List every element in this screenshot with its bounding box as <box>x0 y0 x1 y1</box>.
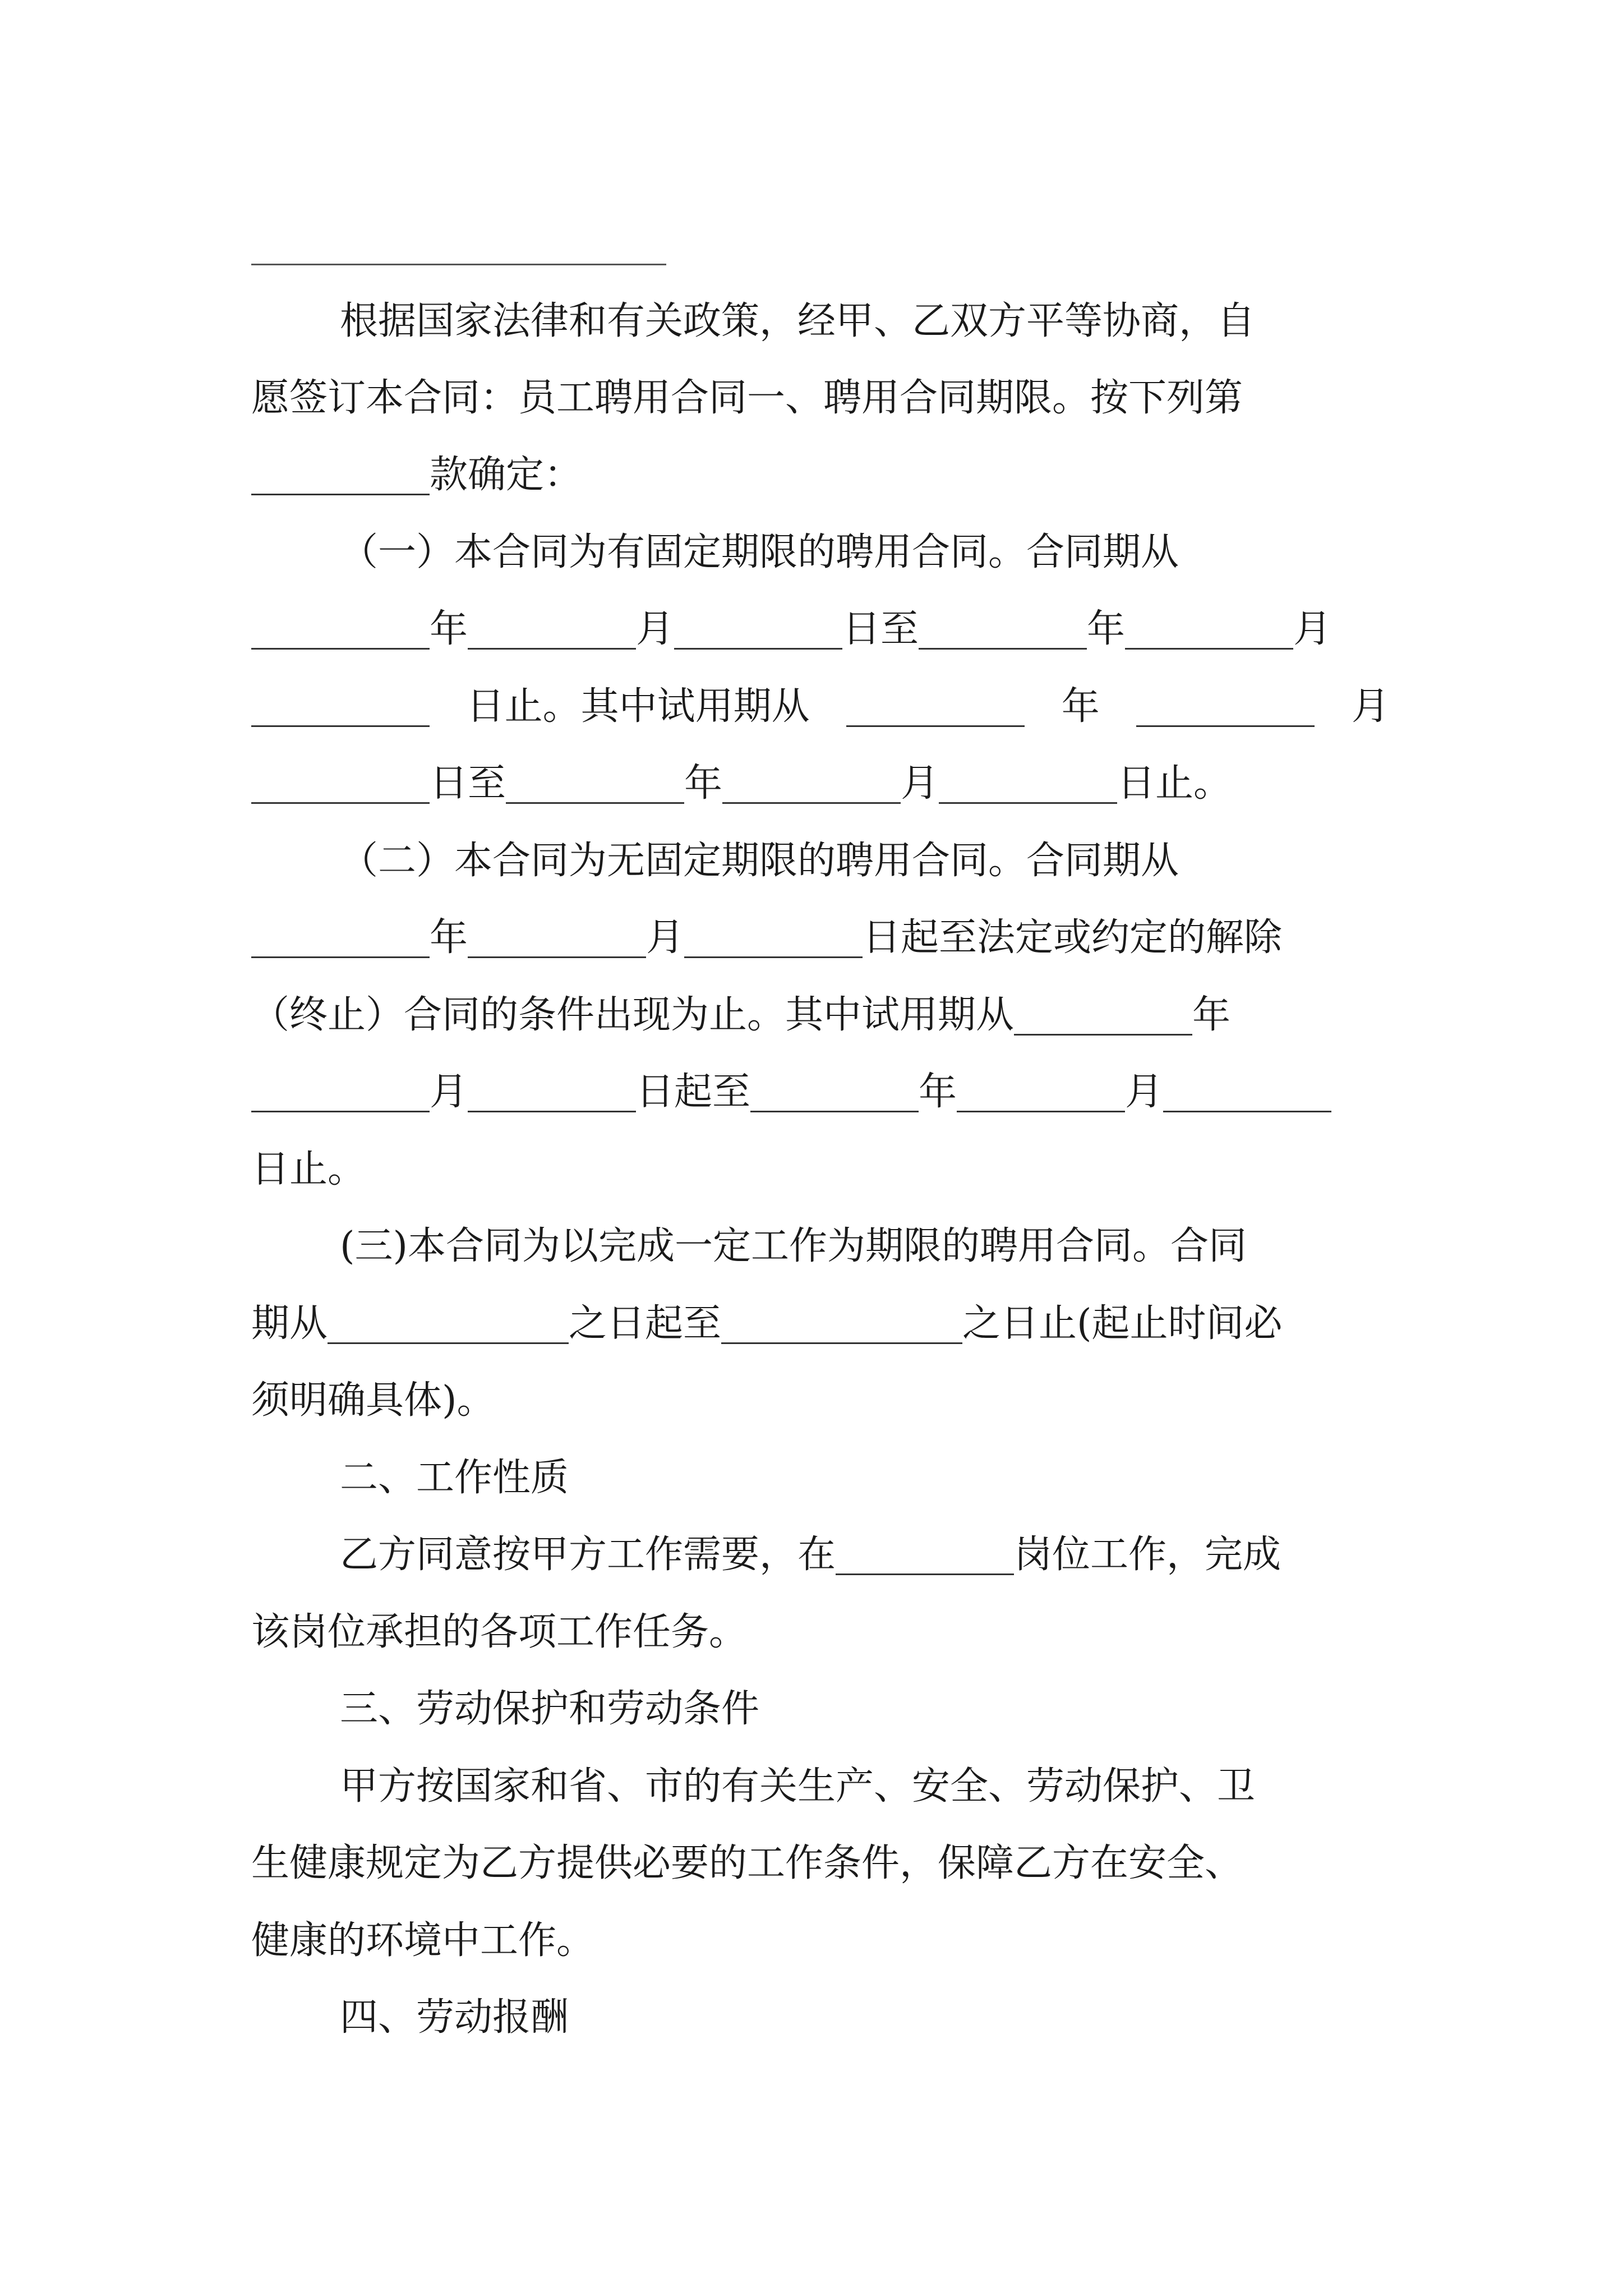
text-segment: 月 <box>636 607 675 651</box>
blank-field <box>722 767 901 804</box>
blank-field <box>468 922 646 958</box>
blank-field <box>251 767 430 804</box>
blank-field <box>957 1076 1125 1112</box>
paragraph-line <box>251 291 1478 352</box>
date-fill-line <box>251 907 1390 969</box>
text-segment: 日止。其中试用期从 <box>466 684 810 729</box>
text-segment: 日起至法定或约定的解除 <box>863 915 1283 960</box>
text-segment: 年 <box>430 607 468 651</box>
date-fill-line <box>251 599 1390 660</box>
text-segment: 日至 <box>430 761 506 806</box>
blank-field <box>328 1308 569 1344</box>
blank-field <box>468 1076 636 1112</box>
text-segment: 日止。 <box>1117 761 1232 806</box>
paragraph-line <box>251 444 1390 506</box>
date-fill-line <box>251 676 1390 738</box>
blank-field <box>1136 691 1315 727</box>
text-segment: 岗位工作，完成 <box>1014 1533 1281 1577</box>
text-segment: 四、劳动报酬 <box>340 1995 569 2040</box>
blank-field <box>251 1076 430 1112</box>
section-heading-line <box>251 1216 1478 1277</box>
text-segment: 月 <box>646 915 685 960</box>
blank-field <box>1125 613 1293 650</box>
text-segment: 日止。 <box>251 1147 366 1191</box>
date-fill-line <box>251 753 1390 815</box>
paragraph-line <box>251 367 1390 429</box>
blank-field <box>674 613 842 650</box>
section-heading <box>251 1987 1478 2049</box>
blank-field <box>251 691 430 727</box>
paragraph-line <box>251 1756 1478 1818</box>
text-segment: 月 <box>1351 684 1390 729</box>
section-heading <box>251 1678 1478 1740</box>
blank-field <box>1163 1076 1331 1112</box>
blank-field <box>251 613 430 650</box>
text-segment: （二）本合同为无固定期限的聘用合同。合同期从 <box>340 839 1179 883</box>
blank-field <box>251 922 430 958</box>
paragraph-line <box>251 1910 1390 1972</box>
blank-field <box>468 613 636 650</box>
blank-field <box>1014 999 1192 1036</box>
text-segment: 二、工作性质 <box>340 1456 569 1500</box>
text-segment: (三)本合同为以完成一定工作为期限的聘用合同。合同 <box>340 1224 1247 1268</box>
blank-field <box>251 459 430 495</box>
text-segment: 年 <box>919 1070 957 1114</box>
text-segment: 月 <box>1293 607 1332 651</box>
text-segment: （终止）合同的条件出现为止。其中试用期从 <box>251 993 1015 1037</box>
section-heading-line <box>251 522 1478 583</box>
text-segment: 年 <box>430 915 468 960</box>
text-segment: 月 <box>430 1070 468 1114</box>
text-segment: 该岗位承担的各项工作任务。 <box>251 1610 748 1654</box>
date-fill-line <box>251 984 1390 1046</box>
text-segment: 日起至 <box>636 1070 751 1114</box>
text-segment: 愿签订本合同：员工聘用合同一、聘用合同期限。按下列第 <box>251 376 1243 420</box>
text-segment: 月 <box>901 761 939 806</box>
blank-field <box>684 922 863 958</box>
header-rule <box>251 264 666 265</box>
text-segment: 乙方同意按甲方工作需要，在 <box>340 1533 836 1577</box>
section-heading <box>251 1447 1478 1509</box>
blank-field <box>506 767 684 804</box>
text-segment: 日至 <box>842 607 919 651</box>
text-segment: 年 <box>684 761 723 806</box>
text-segment: 之日起至 <box>569 1301 722 1346</box>
paragraph-line <box>251 1833 1390 1894</box>
blank-field <box>919 613 1087 650</box>
text-segment: 甲方按国家和省、市的有关生产、安全、劳动保护、卫 <box>340 1764 1256 1809</box>
text-segment: 年 <box>1061 684 1100 729</box>
text-segment: 健康的环境中工作。 <box>251 1918 595 1963</box>
blank-field <box>836 1539 1014 1575</box>
text-segment: 根据国家法律和有关政策，经甲、乙双方平等协商，自 <box>340 299 1256 343</box>
blank-field <box>721 1308 962 1344</box>
text-segment: 须明确具体)。 <box>251 1378 495 1423</box>
text-segment: 年 <box>1192 993 1231 1037</box>
blank-field <box>750 1076 919 1112</box>
section-heading-line <box>251 830 1478 892</box>
text-segment: 期从 <box>251 1301 328 1346</box>
text-segment: 三、劳动保护和劳动条件 <box>340 1687 760 1731</box>
paragraph-line <box>251 1602 1390 1663</box>
date-fill-line <box>251 1293 1390 1355</box>
paragraph-line <box>251 1370 1390 1432</box>
text-segment: 生健康规定为乙方提供必要的工作条件，保障乙方在安全、 <box>251 1841 1243 1885</box>
text-segment: 款确定： <box>430 453 583 497</box>
paragraph-line <box>251 1524 1478 1586</box>
text-segment: （一）本合同为有固定期限的聘用合同。合同期从 <box>340 530 1179 574</box>
blank-field <box>939 767 1117 804</box>
text-segment: 年 <box>1087 607 1126 651</box>
date-fill-line <box>251 1061 1390 1123</box>
text-segment: 月 <box>1125 1070 1164 1114</box>
blank-field <box>846 691 1025 727</box>
paragraph-line <box>251 1139 1390 1200</box>
text-segment: 之日止(起止时间必 <box>962 1301 1283 1346</box>
